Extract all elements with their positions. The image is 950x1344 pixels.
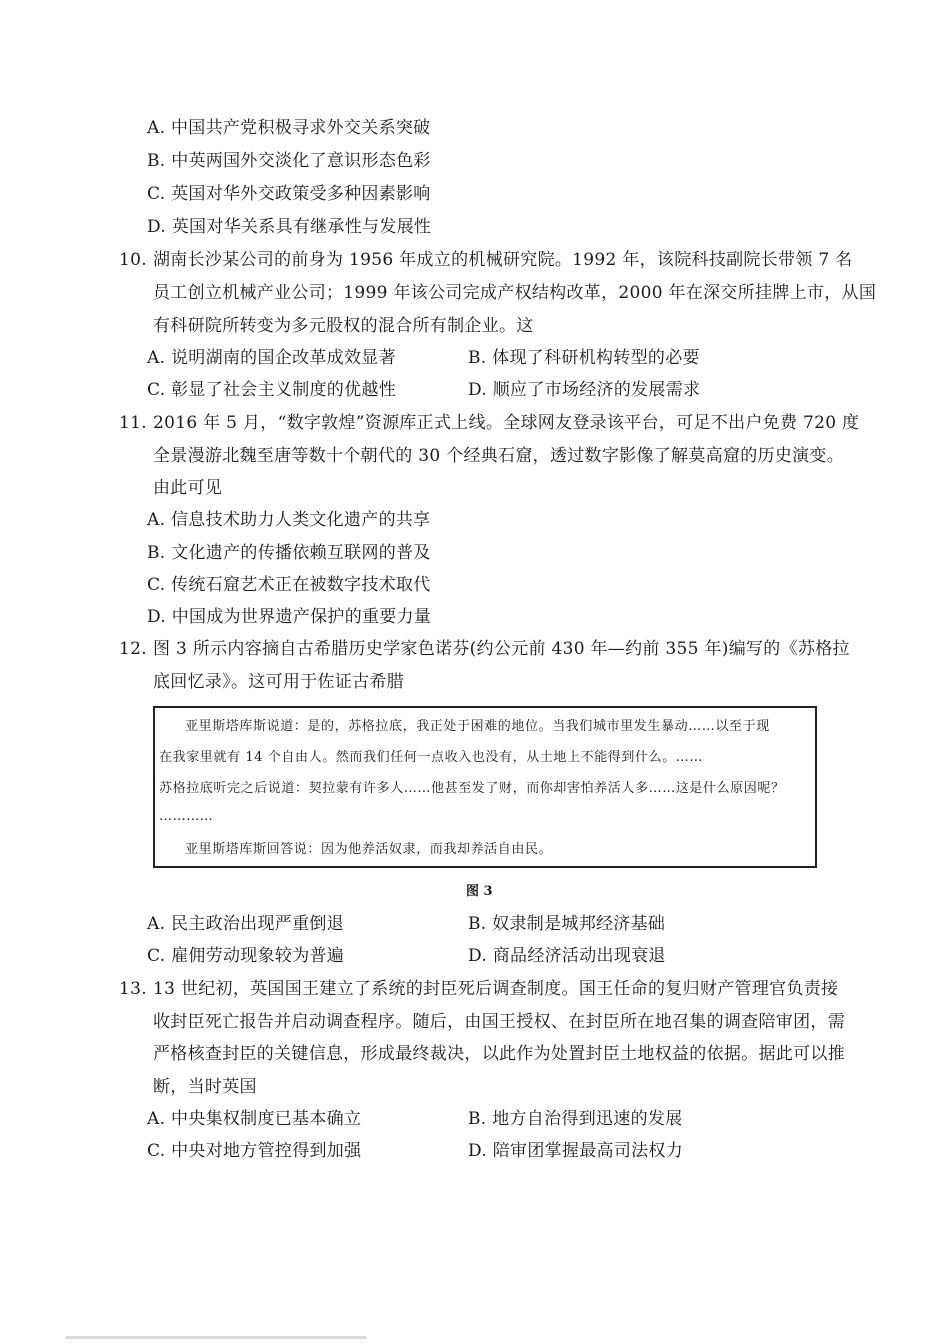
q13-number: 13. — [119, 979, 147, 999]
figure-3-quote-box — [153, 706, 817, 868]
q11-stem-line-2: 全景漫游北魏至唐等数十个朝代的 30 个经典石窟，透过数字影像了解莫高窟的历史演变。 — [153, 446, 845, 466]
figure-line-4: ………… — [159, 809, 214, 824]
q11-stem-line-1: 2016 年 5 月，“数字敦煌”资源库正式上线。全球网友登录该平台，可足不出户免费 720 度 — [153, 413, 860, 433]
q13-stem-line-1: 13 世纪初，英国国王建立了系统的封臣死后调查制度。国王任命的复归财产管理官负责接 — [153, 979, 839, 999]
figure-caption: 图 3 — [466, 884, 493, 899]
q11-option-a: A. 信息技术助力人类文化遗产的共享 — [147, 510, 431, 530]
q11-option-d: D. 中国成为世界遗产保护的重要力量 — [147, 607, 432, 627]
q11-option-b: B. 文化遗产的传播依赖互联网的普及 — [147, 543, 431, 563]
q11-stem-line-3: 由此可见 — [153, 478, 223, 498]
q12-stem-line-2: 底回忆录》。这可用于佐证古希腊 — [153, 672, 404, 692]
q13-option-c: C. 中央对地方管控得到加强 — [147, 1141, 362, 1161]
figure-line-1: 亚里斯塔库斯说道：是的，苏格拉底，我正处于困难的地位。当我们城市里发生暴动……以至于现 — [185, 719, 770, 734]
figure-line-2: 在我家里就有 14 个自由人。然而我们任何一点收入也没有，从土地上不能得到什么。…… — [159, 750, 704, 765]
q12-option-d: D. 商品经济活动出现衰退 — [468, 946, 666, 966]
q13-stem-line-4: 断，当时英国 — [153, 1077, 257, 1097]
q10-option-c: C. 彰显了社会主义制度的优越性 — [147, 380, 397, 400]
q13-option-a: A. 中央集权制度已基本确立 — [147, 1109, 362, 1129]
q10-stem-line-2: 员工创立机械产业公司；1999 年该公司完成产权结构改革，2000 年在深交所挂牌上市，从国 — [153, 283, 877, 303]
q10-option-a: A. 说明湖南的国企改革成效显著 — [147, 348, 396, 368]
q11-option-c: C. 传统石窟艺术正在被数字技术取代 — [147, 575, 431, 595]
q13-option-b: B. 地方自治得到迅速的发展 — [468, 1109, 683, 1129]
q10-option-b: B. 体现了科研机构转型的必要 — [468, 348, 700, 368]
q10-number: 10. — [119, 250, 147, 270]
q13-stem-line-2: 收封臣死亡报告并启动调查程序。随后，由国王授权、在封臣所在地召集的调查陪审团，需 — [153, 1012, 845, 1032]
q12-option-c: C. 雇佣劳动现象较为普遍 — [147, 946, 345, 966]
q10-stem-line-3: 有科研院所转变为多元股权的混合所有制企业。这 — [153, 316, 534, 336]
q11-number: 11. — [119, 413, 147, 433]
figure-line-5: 亚里斯塔库斯回答说：因为他养活奴隶，而我却养活自由民。 — [185, 842, 553, 857]
q12-stem-line-1: 图 3 所示内容摘自古希腊历史学家色诺芬(约公元前 430 年—约前 355 年)编写的《苏格拉 — [153, 639, 850, 659]
q13-stem-line-3: 严格核查封臣的关键信息，形成最终裁决，以此作为处置封臣土地权益的依据。据此可以推 — [153, 1044, 845, 1064]
q10-option-d: D. 顺应了市场经济的发展需求 — [468, 380, 701, 400]
q12-option-a: A. 民主政治出现严重倒退 — [147, 914, 344, 934]
q9-option-b: B. 中英两国外交淡化了意识形态色彩 — [147, 151, 431, 171]
q9-option-d: D. 英国对华关系具有继承性与发展性 — [147, 217, 432, 237]
page-bottom-divider — [66, 1336, 366, 1339]
q10-stem-line-1: 湖南长沙某公司的前身为 1956 年成立的机械研究院。1992 年，该院科技副院长带领 7 名 — [153, 250, 853, 270]
q12-number: 12. — [119, 639, 147, 659]
q9-option-c: C. 英国对华外交政策受多种因素影响 — [147, 184, 431, 204]
q13-option-d: D. 陪审团掌握最高司法权力 — [468, 1141, 684, 1161]
figure-line-3: 苏格拉底听完之后说道：契拉蒙有许多人……他甚至发了财，而你却害怕养活人多……这是什么原因呢？ — [159, 781, 785, 796]
q9-option-a: A. 中国共产党积极寻求外交关系突破 — [147, 118, 431, 138]
q12-option-b: B. 奴隶制是城邦经济基础 — [468, 914, 666, 934]
